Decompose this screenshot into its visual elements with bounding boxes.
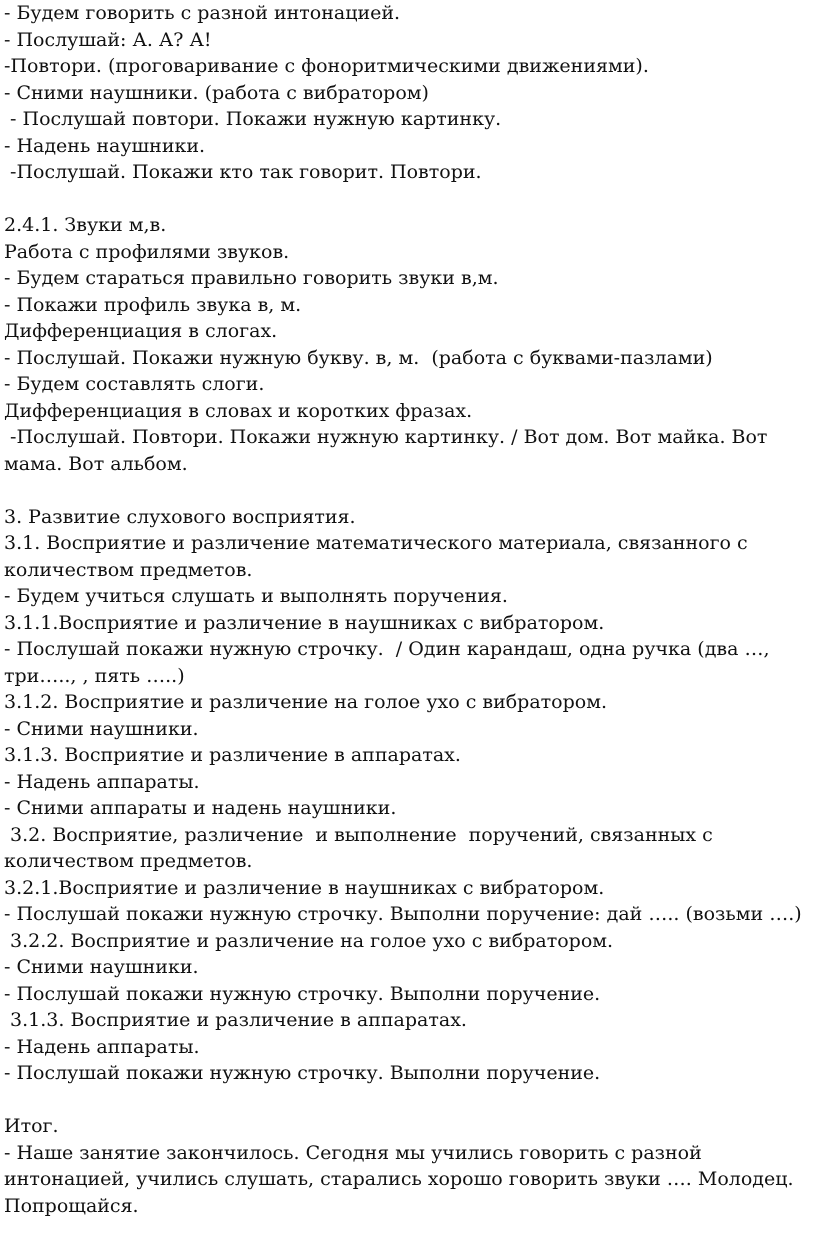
text-line: -Повтори. (проговаривание с фоноритмическими движениями).: [4, 55, 649, 77]
text-line: - Сними наушники.: [4, 717, 199, 740]
text-line: - Послушай покажи нужную строчку. / Один карандаш, одна ручка (два …,: [4, 638, 770, 660]
text-line: - Надень аппараты.: [4, 1035, 200, 1058]
text-line: 3.1.3. Восприятие и различение в аппаратах.: [4, 744, 461, 766]
text-line: - Послушай повтори. Покажи нужную картинку.: [4, 108, 502, 130]
text-line: 3.1.1.Восприятие и различение в наушниках с вибратором.: [4, 611, 605, 634]
text-line: -Послушай. Покажи кто так говорит. Повтори.: [4, 161, 482, 183]
document-body: [4, 0, 810, 1219]
text-line: - Послушай покажи нужную строчку. Выполни поручение.: [4, 982, 601, 1005]
text-line: - Сними наушники. (работа с вибратором): [4, 81, 429, 104]
text-line: - Будем учиться слушать и выполнять поручения.: [4, 585, 508, 607]
text-line: - Надень аппараты.: [4, 770, 200, 793]
text-line: - Будем составлять слоги.: [4, 373, 265, 395]
text-line: 3.1.3. Восприятие и различение в аппаратах.: [4, 1009, 467, 1031]
text-line: - Сними аппараты и надень наушники.: [4, 797, 397, 819]
text-line: 3.1. Восприятие и различение математического материала, связанного с: [4, 532, 748, 554]
text-line: Итог.: [4, 1115, 59, 1137]
text-line: 3.1.2. Восприятие и различение на голое ухо с вибратором.: [4, 691, 608, 713]
text-line: - Наше занятие закончилось. Сегодня мы учились говорить с разной: [4, 1141, 702, 1164]
text-line: -Послушай. Повтори. Покажи нужную картинку. / Вот дом. Вот майка. Вот: [4, 426, 768, 448]
text-line: 2.4.1. Звуки м,в.: [4, 214, 167, 236]
text-line: количеством предметов.: [4, 850, 253, 872]
text-line: - Будем говорить с разной интонацией.: [4, 2, 401, 24]
text-line: - Будем стараться правильно говорить звуки в,м.: [4, 267, 499, 289]
text-line: - Покажи профиль звука в, м.: [4, 293, 302, 316]
text-line: интонацией, учились слушать, старались хорошо говорить звуки …. Молодец.: [4, 1168, 794, 1190]
text-line: - Послушай покажи нужную строчку. Выполни поручение: дай ….. (возьми ….): [4, 903, 802, 925]
text-line: - Послушай покажи нужную строчку. Выполни поручение.: [4, 1062, 601, 1084]
text-line: Попрощайся.: [4, 1194, 139, 1217]
text-line: Работа с профилями звуков.: [4, 240, 290, 263]
blank-line: [4, 1087, 810, 1114]
text-line: - Сними наушники.: [4, 956, 199, 978]
text-line: 3.2. Восприятие, различение и выполнение поручений, связанных с: [4, 823, 713, 846]
text-line: Дифференциация в словах и коротких фразах.: [4, 399, 473, 422]
text-line: количеством предметов.: [4, 558, 253, 581]
blank-line: [4, 477, 810, 504]
text-line: 3. Развитие слухового восприятия.: [4, 505, 356, 528]
blank-line: [4, 186, 810, 213]
text-line: - Послушай: А. А? А!: [4, 28, 212, 51]
text-line: - Послушай. Покажи нужную букву. в, м. (работа с буквами-пазлами): [4, 346, 713, 369]
text-line: три….., , пять …..): [4, 664, 185, 687]
text-line: 3.2.1.Восприятие и различение в наушниках с вибратором.: [4, 876, 605, 899]
text-line: - Надень наушники.: [4, 134, 206, 157]
text-line: мама. Вот альбом.: [4, 452, 188, 475]
text-line: Дифференциация в слогах.: [4, 320, 278, 342]
text-line: 3.2.2. Восприятие и различение на голое ухо с вибратором.: [4, 929, 614, 952]
